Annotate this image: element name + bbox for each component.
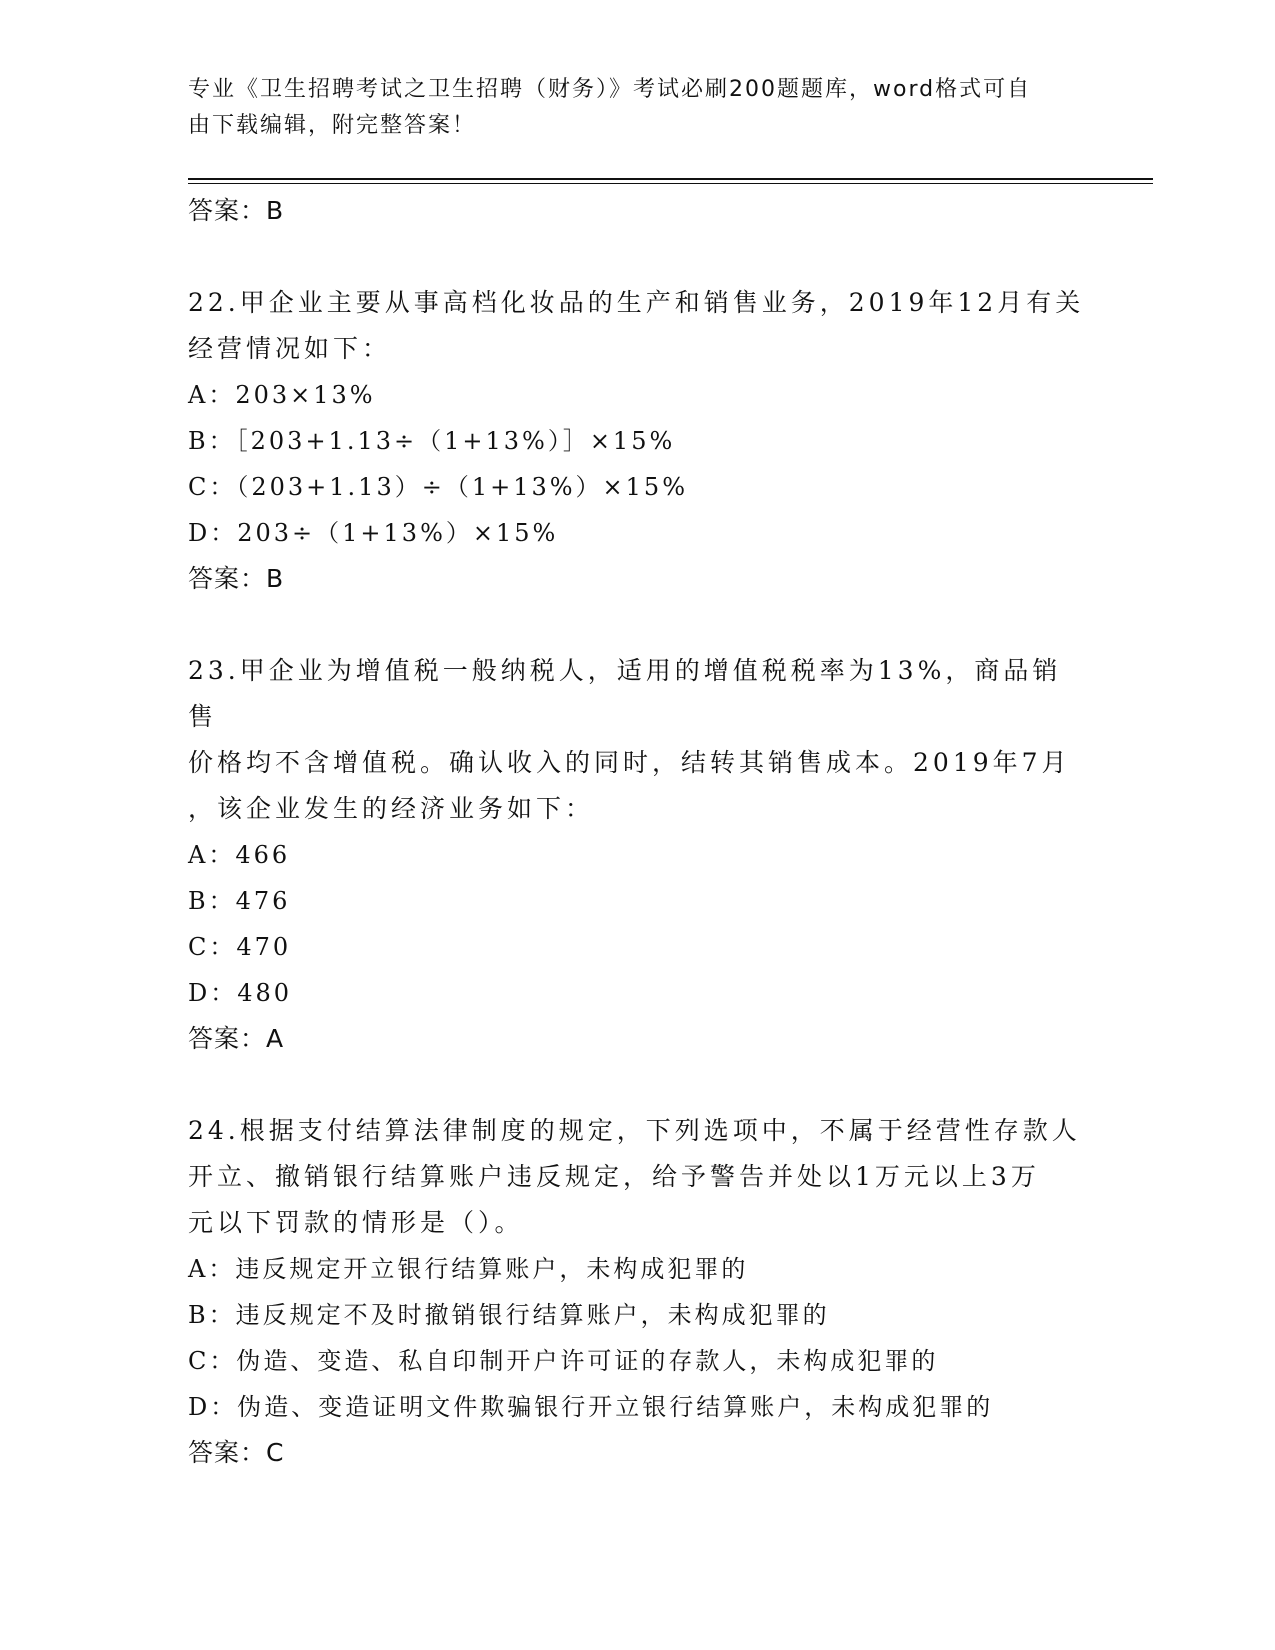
question-text-line: 22.甲企业主要从事高档化妆品的生产和销售业务，2019年12月有关: [188, 288, 1085, 317]
question-text-line: ，该企业发生的经济业务如下：: [188, 794, 595, 823]
answer-line: 答案：A: [188, 1024, 285, 1053]
question-text-line: 经营情况如下：: [188, 334, 392, 363]
option-b: B：［203+1.13÷（1+13%）］×15%: [188, 427, 676, 455]
spacer: [188, 1062, 1088, 1108]
question-text-line: 24.根据支付结算法律制度的规定，下列选项中，不属于经营性存款人: [188, 1116, 1081, 1145]
question-block: [188, 280, 1088, 602]
option-d: D：480: [188, 979, 293, 1007]
answer-line: 答案：B: [188, 564, 285, 593]
option-b: B：违反规定不及时撤销银行结算账户，未构成犯罪的: [188, 1301, 830, 1329]
spacer: [188, 602, 1088, 648]
header-divider-thick: [188, 178, 1153, 180]
option-c: C：伪造、变造、私自印制开户许可证的存款人，未构成犯罪的: [188, 1347, 939, 1375]
document-body: [188, 188, 1088, 1476]
header-line-2: 由下载编辑，附完整答案！: [188, 113, 477, 138]
question-block: [188, 648, 1088, 1062]
option-a: A：违反规定开立银行结算账户，未构成犯罪的: [188, 1255, 749, 1283]
option-d: D：伪造、变造证明文件欺骗银行开立银行结算账户，未构成犯罪的: [188, 1393, 994, 1421]
answer-line: 答案：B: [188, 196, 285, 225]
question-text-line: 开立、撤销银行结算账户违反规定，给予警告并处以1万元以上3万: [188, 1162, 1040, 1191]
question-text-line: 元以下罚款的情形是（）。: [188, 1208, 524, 1237]
option-a: A：203×13%: [188, 381, 376, 409]
question-text-line: 价格均不含增值税。确认收入的同时，结转其销售成本。2019年7月: [188, 748, 1071, 777]
option-a: A：466: [188, 841, 291, 869]
question-text-line: 23.甲企业为增值税一般纳税人，适用的增值税税率为13%，商品销售: [188, 656, 1062, 731]
header-line-1: 专业《卫生招聘考试之卫生招聘（财务）》考试必刷200题题库，word格式可自: [188, 77, 1032, 102]
header-divider-thin: [188, 183, 1153, 184]
question-block: [188, 1108, 1088, 1476]
option-c: C：470: [188, 933, 292, 961]
option-c: C：（203+1.13）÷（1+13%）×15%: [188, 473, 689, 501]
option-d: D：203÷（1+13%）×15%: [188, 519, 559, 547]
option-b: B：476: [188, 887, 291, 915]
page-header: [188, 72, 1068, 144]
spacer: [188, 234, 1088, 280]
answer-line: 答案：C: [188, 1438, 285, 1467]
